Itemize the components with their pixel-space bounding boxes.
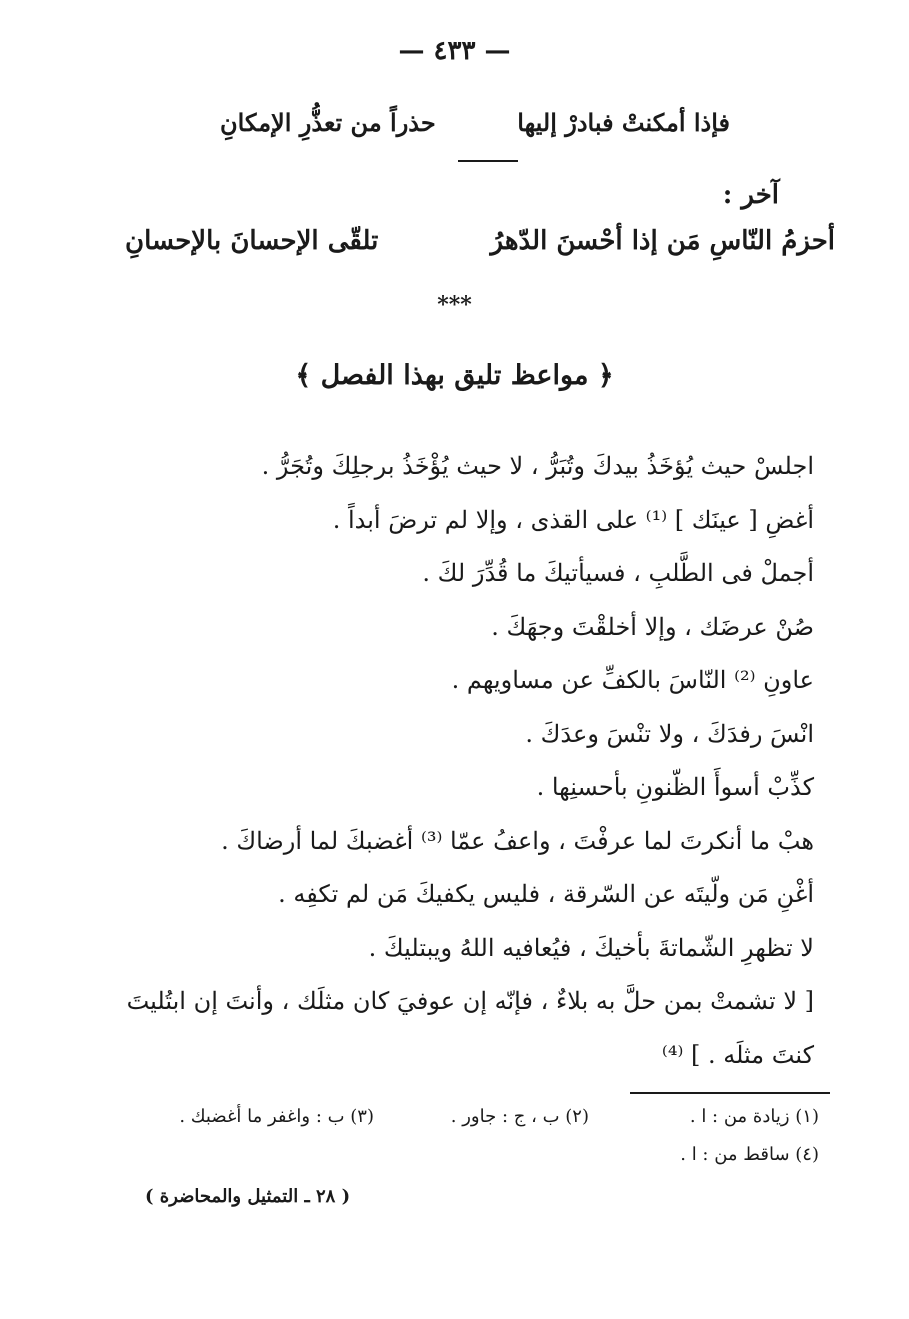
maxim-item: [ لا تشمتْ بمن حلَّ به بلاءٌ ، فإنّه إن عوفيَ كان مثلَك ، وأنتَ إن ابتُليتَ كنتَ مثلَه . ] ⁽⁴⁾: [126, 987, 814, 1069]
maxim-item: صُنْ عرضَك ، وإلا أخلقْتَ وجهَكَ .: [491, 612, 814, 641]
section-title: ﴿ مواعظ تليق بهذا الفصل ﴾: [295, 360, 614, 391]
maxim-item: اجلسْ حيث يُؤخَذُ بيدكَ وتُبَرُّ ، لا حيث يُؤْخَذُ برجلِكَ وتُجَرُّ .: [261, 452, 814, 480]
maxim-item: أجملْ فى الطَّلبِ ، فسيأتيكَ ما قُدِّرَ لكَ .: [422, 559, 814, 587]
other-poet-label: آخر :: [722, 180, 779, 210]
maxim-item: أغْنِ مَن ولّيتَه عن السّرقة ، فليس يكفيكَ مَن لم تكفِه .: [278, 880, 814, 908]
book-signature-footer: ( ٢٨ ـ التمثيل والمحاضرة ): [145, 1186, 351, 1207]
maxim-item: انْسَ رفدَكَ ، ولا تنْسَ وعدَكَ .: [525, 719, 814, 748]
maxim-item: كذِّبْ أسوأَ الظّنونِ بأحسنِها .: [536, 773, 814, 801]
footnote-1: (١) زيادة من : ا .: [689, 1106, 819, 1127]
maxim-item: أغضِ [ عينَك ] ⁽¹⁾ على القذى ، وإلا لم ترضَ أبداً .: [332, 505, 814, 534]
maxim-item: عاونِ ⁽²⁾ النّاسَ بالكفِّ عن مساويهم .: [451, 666, 814, 694]
verse-1: [220, 108, 730, 148]
footnote-rule: [630, 1092, 830, 1094]
verse-1-second-hemistich: حذراً من تعذُّرِ الإمكانِ: [220, 108, 436, 137]
verse-2-first-hemistich: أحزمُ النّاسِ مَن إذا أحْسنَ الدّهرُ: [490, 226, 835, 256]
footnote-3: (٣) ب : واغفر ما أغضبك .: [179, 1106, 374, 1127]
maxim-item: هبْ ما أنكرتَ لما عرفْتَ ، واعفُ عمّا ⁽³⁾ أغضبكَ لما أرضاكَ .: [221, 826, 814, 855]
footnote-2: (٢) ب ، ج : جاور .: [450, 1106, 589, 1127]
section-separator-stars: ***: [437, 292, 472, 318]
maxims-list: [94, 440, 814, 1082]
footnote-4: (٤) ساقط من : ا .: [680, 1144, 819, 1165]
page-number: — ٤٣٣ —: [398, 36, 511, 66]
verse-divider: [458, 160, 518, 162]
maxim-item: لا تظهرِ الشّماتةَ بأخيكَ ، فيُعافيه اللهُ ويبتليكَ .: [368, 933, 814, 962]
verse-2: [125, 226, 835, 270]
verse-2-second-hemistich: تلقّى الإحسانَ بالإحسانِ: [125, 226, 379, 256]
verse-1-first-hemistich: فإذا أمكنتْ فبادرْ إليها: [517, 108, 730, 137]
